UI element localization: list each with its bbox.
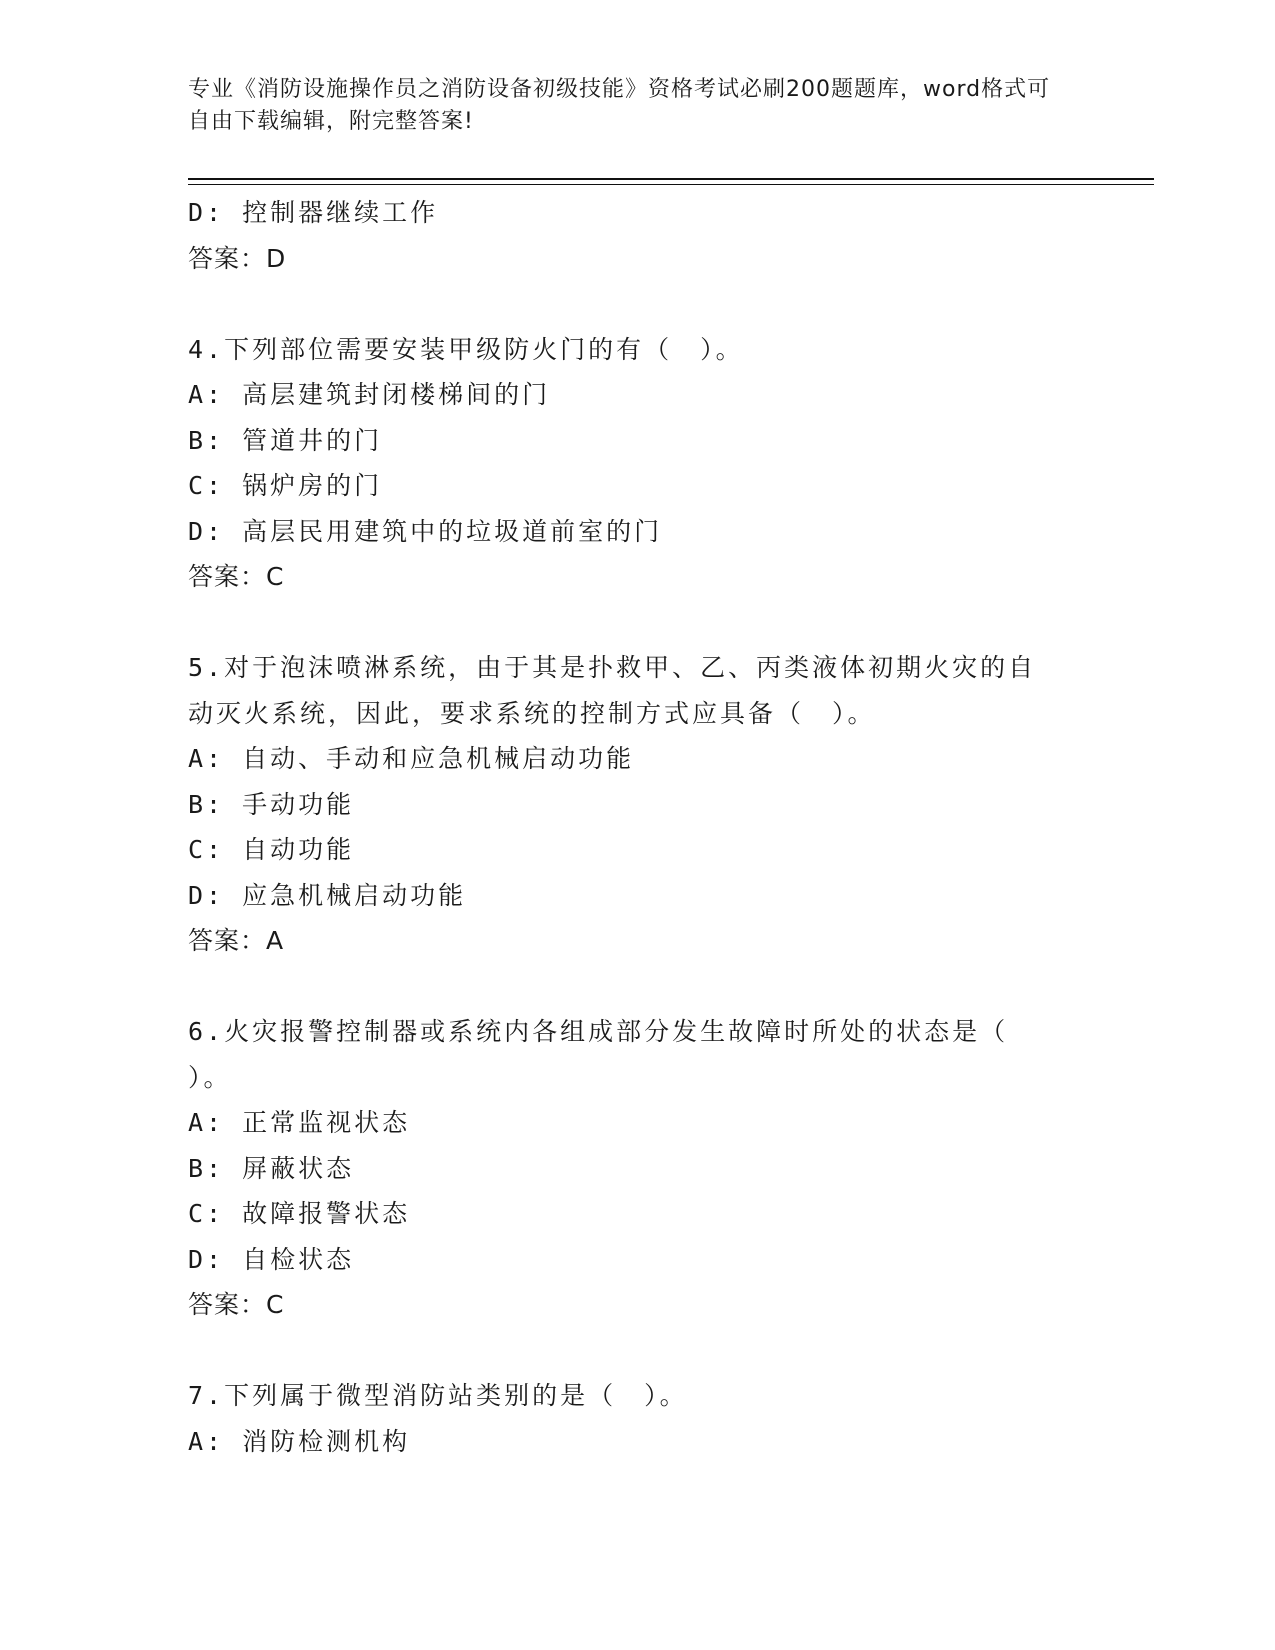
q5-answer: 答案：A — [188, 926, 285, 955]
q6-option-c: C: 故障报警状态 — [188, 1199, 411, 1228]
q6-stem-line2: ）。 — [188, 1062, 232, 1092]
question-5 — [188, 645, 1068, 964]
q6-option-a: A: 正常监视状态 — [188, 1108, 411, 1137]
header-divider-thick — [188, 178, 1154, 180]
q6-option-b: B: 屏蔽状态 — [188, 1153, 355, 1183]
q5-stem-line2: 动灭火系统，因此，要求系统的控制方式应具备（ ）。 — [188, 698, 876, 728]
q4-option-a: A: 高层建筑封闭楼梯间的门 — [188, 380, 551, 409]
q5-option-b: B: 手动功能 — [188, 789, 355, 819]
q5-option-c: C: 自动功能 — [188, 835, 355, 864]
q4-option-b: B: 管道井的门 — [188, 425, 383, 455]
q6-answer: 答案：C — [188, 1290, 285, 1319]
question-7 — [188, 1373, 1068, 1464]
document-header: 专业《消防设施操作员之消防设备初级技能》资格考试必刷200题题库，word格式可自由下载编辑，附完整答案! — [188, 77, 1051, 134]
q4-option-d: D: 高层民用建筑中的垃圾道前室的门 — [188, 516, 663, 546]
question-content — [188, 190, 1068, 1464]
q6-option-d: D: 自检状态 — [188, 1244, 355, 1274]
q4-stem: 4.下列部位需要安装甲级防火门的有（ ）。 — [188, 334, 744, 364]
q3-option-d: D: 控制器继续工作 — [188, 198, 439, 227]
q6-stem-line1: 6.火灾报警控制器或系统内各组成部分发生故障时所处的状态是（ — [188, 1017, 1009, 1046]
question-4 — [188, 327, 1068, 600]
q5-stem-line1: 5.对于泡沫喷淋系统，由于其是扑救甲、乙、丙类液体初期火灾的自 — [188, 653, 1037, 682]
question-6 — [188, 1009, 1068, 1328]
q7-option-a: A: 消防检测机构 — [188, 1426, 411, 1456]
header-divider-thin — [188, 184, 1154, 185]
question-3-tail — [188, 190, 1068, 281]
q7-stem: 7.下列属于微型消防站类别的是（ ）。 — [188, 1381, 688, 1410]
q3-answer: 答案：D — [188, 243, 287, 273]
q4-option-c: C: 锅炉房的门 — [188, 471, 383, 500]
q4-answer: 答案：C — [188, 562, 285, 591]
q5-option-d: D: 应急机械启动功能 — [188, 880, 467, 910]
q5-option-a: A: 自动、手动和应急机械启动功能 — [188, 744, 635, 773]
